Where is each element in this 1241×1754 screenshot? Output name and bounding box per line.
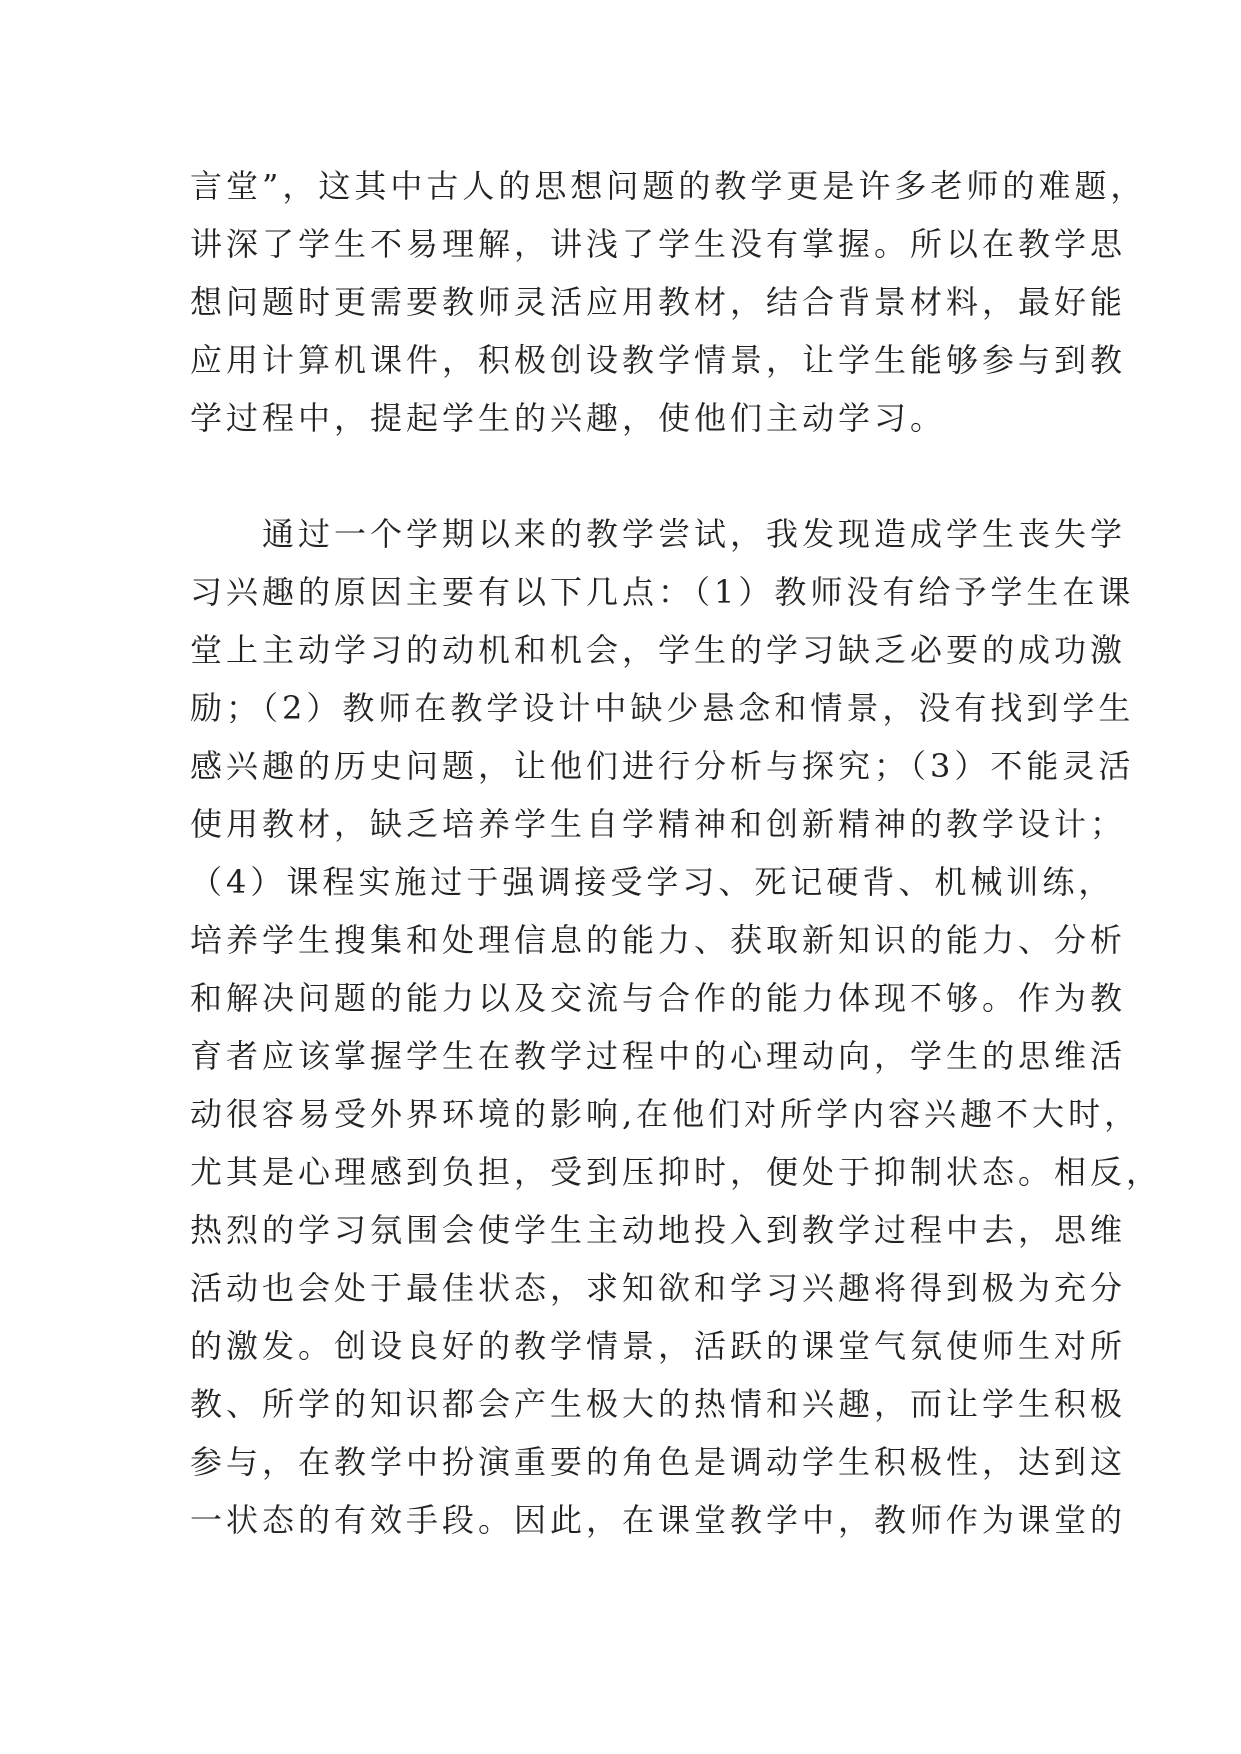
- text-line: 励；（2）教师在教学设计中缺少悬念和情景，没有找到学生: [190, 689, 1135, 727]
- text-line: 育者应该掌握学生在教学过程中的心理动向，学生的思维活: [190, 1037, 1127, 1075]
- text-line: （4）课程实施过于强调接受学习、死记硬背、机械训练，: [190, 863, 1115, 901]
- text-line: 动很容易受外界环境的影响,在他们对所学内容兴趣不大时，: [190, 1095, 1141, 1133]
- text-line: 习兴趣的原因主要有以下几点：（1）教师没有给予学生在课: [190, 573, 1135, 611]
- text-line-indented: 通过一个学期以来的教学尝试，我发现造成学生丧失学: [262, 515, 1127, 553]
- text-line: 堂上主动学习的动机和机会，学生的学习缺乏必要的成功激: [190, 631, 1127, 669]
- paragraph-1: [190, 157, 1147, 447]
- text-line: 热烈的学习氛围会使学生主动地投入到教学过程中去，思维: [190, 1211, 1127, 1249]
- text-line: 使用教材，缺乏培养学生自学精神和创新精神的教学设计；: [190, 805, 1127, 843]
- text-line: 讲深了学生不易理解，讲浅了学生没有掌握。所以在教学思: [190, 225, 1127, 263]
- text-line: 尤其是心理感到负担，受到压抑时，便处于抑制状态。相反，: [190, 1153, 1163, 1191]
- paragraph-2: [190, 505, 1163, 1549]
- text-line: 言堂”，这其中古人的思想问题的教学更是许多老师的难题，: [190, 167, 1147, 205]
- text-line: 一状态的有效手段。因此，在课堂教学中，教师作为课堂的: [190, 1501, 1127, 1539]
- text-line: 和解决问题的能力以及交流与合作的能力体现不够。作为教: [190, 979, 1127, 1017]
- text-line: 活动也会处于最佳状态，求知欲和学习兴趣将得到极为充分: [190, 1269, 1127, 1307]
- text-line: 的激发。创设良好的教学情景，活跃的课堂气氛使师生对所: [190, 1327, 1127, 1365]
- text-line: 应用计算机课件，积极创设教学情景，让学生能够参与到教: [190, 341, 1127, 379]
- text-line: 想问题时更需要教师灵活应用教材，结合背景材料，最好能: [190, 283, 1127, 321]
- text-line: 学过程中，提起学生的兴趣，使他们主动学习。: [190, 399, 947, 437]
- text-line: 参与，在教学中扮演重要的角色是调动学生积极性，达到这: [190, 1443, 1127, 1481]
- text-line: 感兴趣的历史问题，让他们进行分析与探究；（3）不能灵活: [190, 747, 1135, 785]
- text-line: 培养学生搜集和处理信息的能力、获取新知识的能力、分析: [190, 921, 1127, 959]
- text-line: 教、所学的知识都会产生极大的热情和兴趣，而让学生积极: [190, 1385, 1127, 1423]
